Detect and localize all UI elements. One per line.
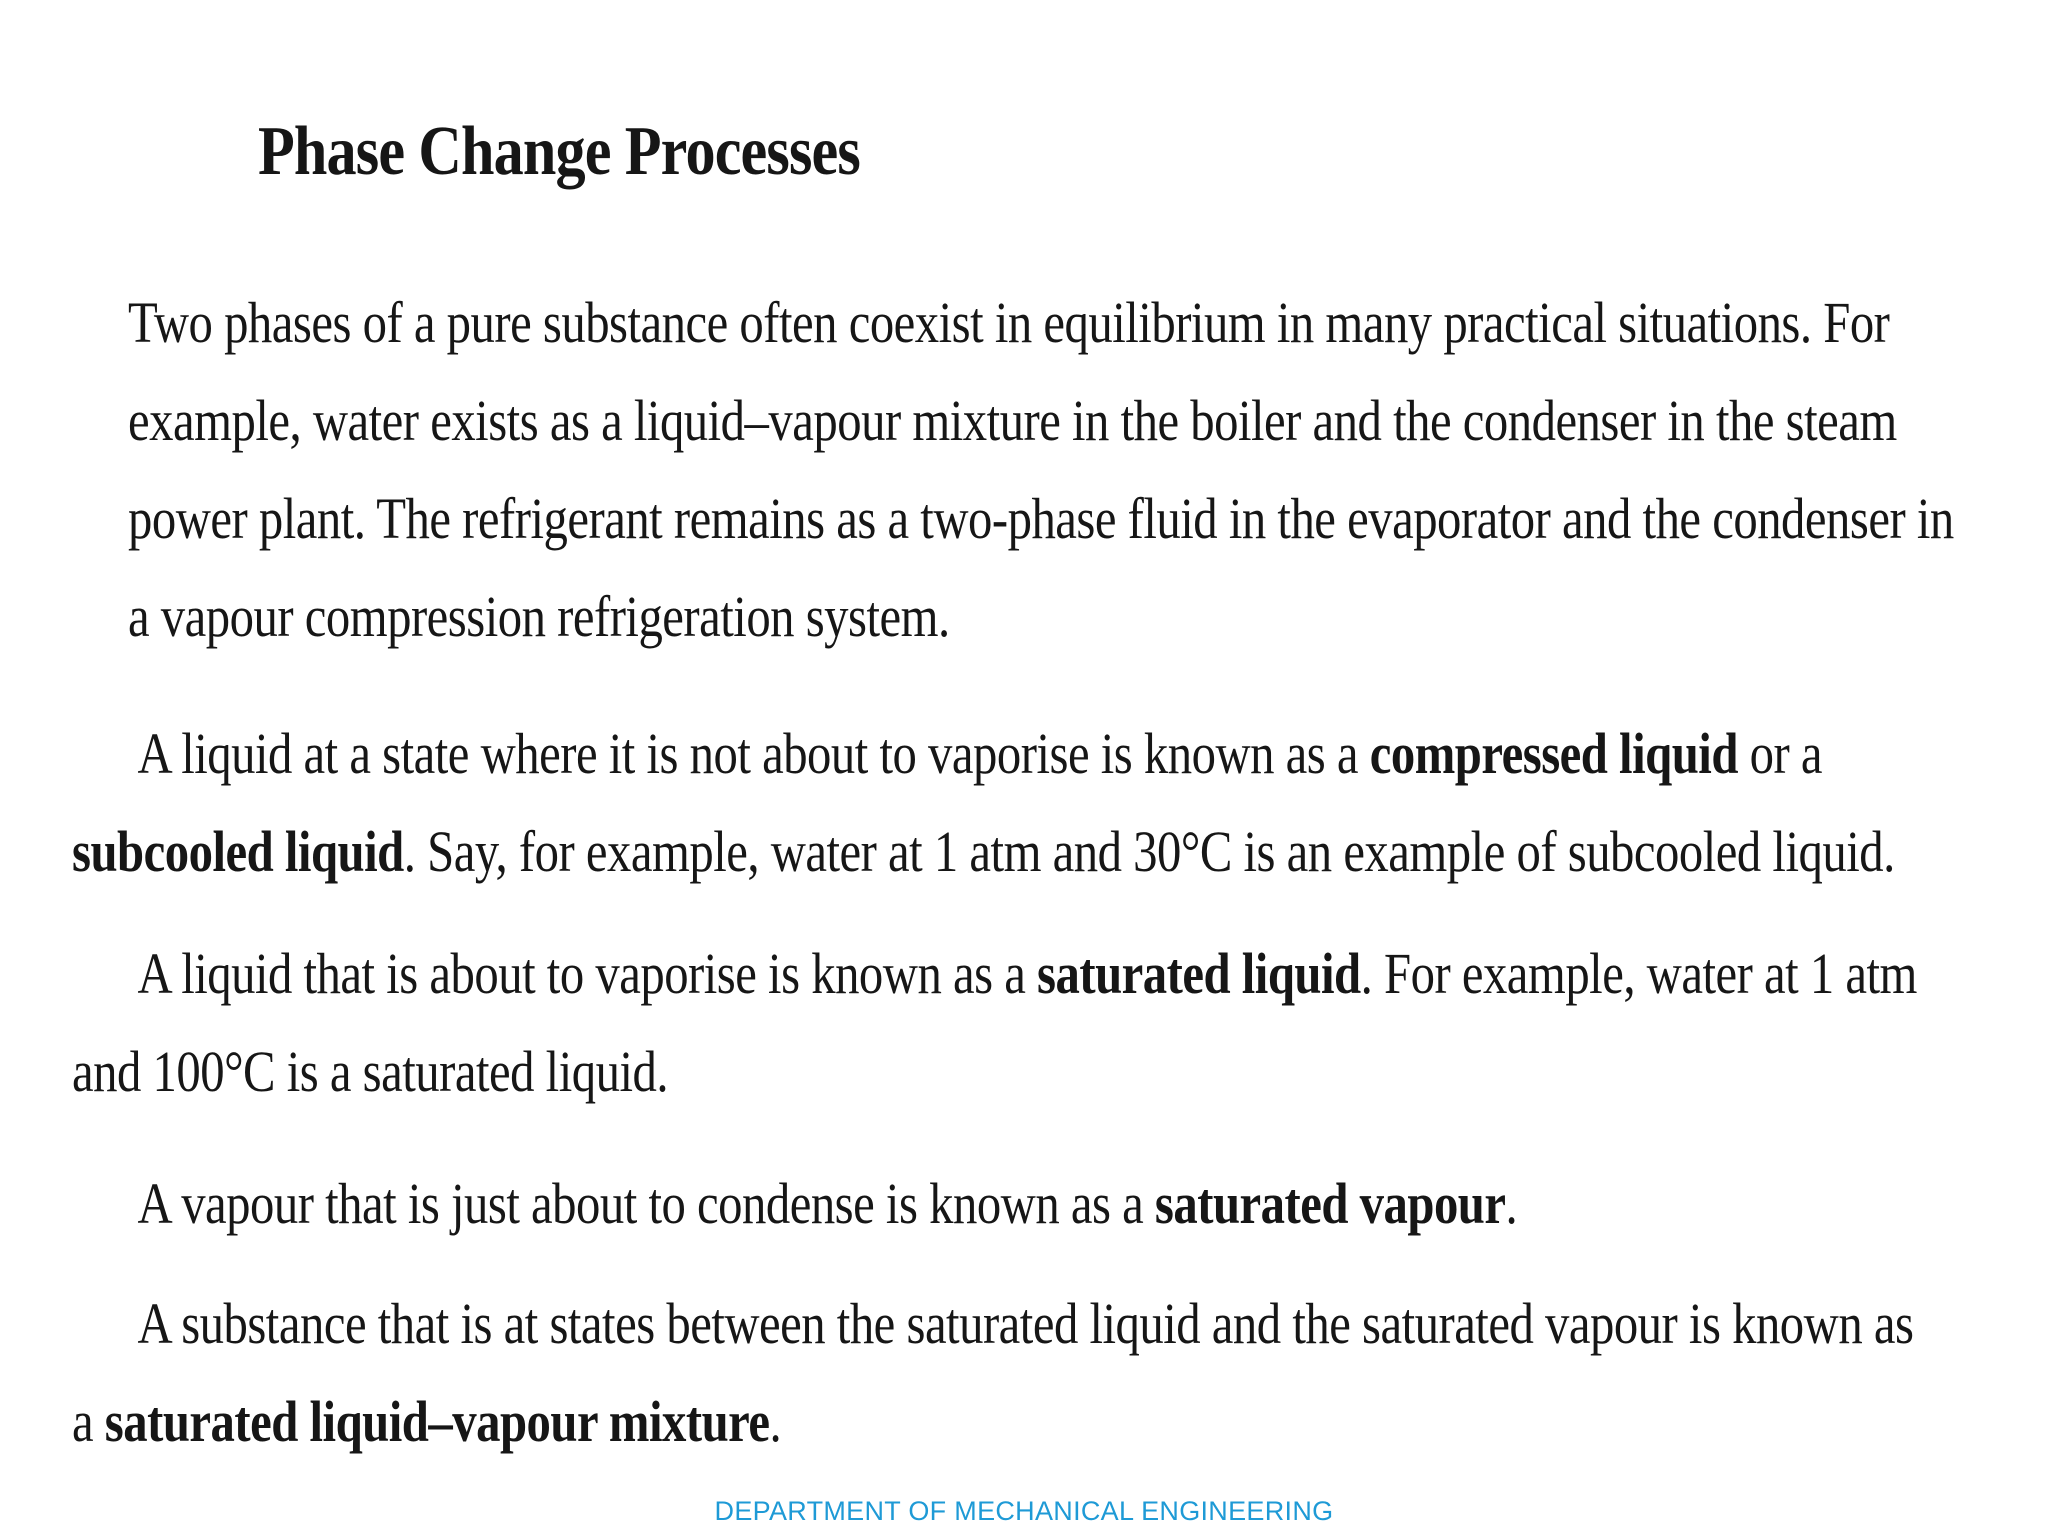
paragraph-line: power plant. The refrigerant remains as a two-phase fluid in the evaporator and the condenser in — [128, 486, 1954, 551]
paragraph-line — [72, 803, 1895, 901]
slide-title: Phase Change Processes — [258, 113, 860, 190]
term-saturated-liquid: saturated liquid — [1037, 941, 1361, 1006]
paragraph-line — [72, 705, 1895, 803]
paragraph-two-phases — [128, 274, 1954, 666]
paragraph-mixture — [72, 1275, 1913, 1471]
paragraph-saturated-vapour — [72, 1155, 1517, 1253]
term-saturated-liquid-vapour-mixture: saturated liquid–vapour mixture — [104, 1389, 770, 1454]
paragraph-line: example, water exists as a liquid–vapour mixture in the boiler and the condenser in the steam — [128, 388, 1897, 453]
term-subcooled-liquid: subcooled liquid — [72, 819, 404, 884]
text-run: . Say, for example, water at 1 atm and 30°C is an example of subcooled liquid. — [403, 819, 1895, 884]
paragraph-line — [72, 1155, 1517, 1253]
text-run: A vapour that is just about to condense is known as a — [137, 1171, 1155, 1236]
text-run: . For example, water at 1 atm — [1360, 941, 1917, 1006]
text-run: A liquid that is about to vaporise is known as a — [137, 941, 1038, 1006]
term-compressed-liquid: compressed liquid — [1369, 721, 1738, 786]
text-run: A liquid at a state where it is not about to vaporise is known as a — [137, 721, 1370, 786]
paragraph-saturated-liquid — [72, 925, 1917, 1121]
paragraph-line: Two phases of a pure substance often coexist in equilibrium in many practical situations. For — [128, 290, 1890, 355]
paragraph-line: a vapour compression refrigeration system. — [128, 584, 950, 649]
text-run: or a — [1737, 721, 1822, 786]
text-run: . — [769, 1389, 782, 1454]
paragraph-line — [72, 925, 1917, 1023]
term-saturated-vapour: saturated vapour — [1154, 1171, 1506, 1236]
paragraph-line: A substance that is at states between the saturated liquid and the saturated vapour is known as — [137, 1291, 1914, 1356]
footer-department: DEPARTMENT OF MECHANICAL ENGINEERING — [714, 1496, 1334, 1526]
text-run: . — [1505, 1171, 1518, 1236]
paragraph-compressed-liquid — [72, 705, 1895, 901]
paragraph-line: and 100°C is a saturated liquid. — [72, 1039, 669, 1104]
paragraph-line — [72, 1373, 1913, 1471]
text-run: a — [72, 1389, 105, 1454]
